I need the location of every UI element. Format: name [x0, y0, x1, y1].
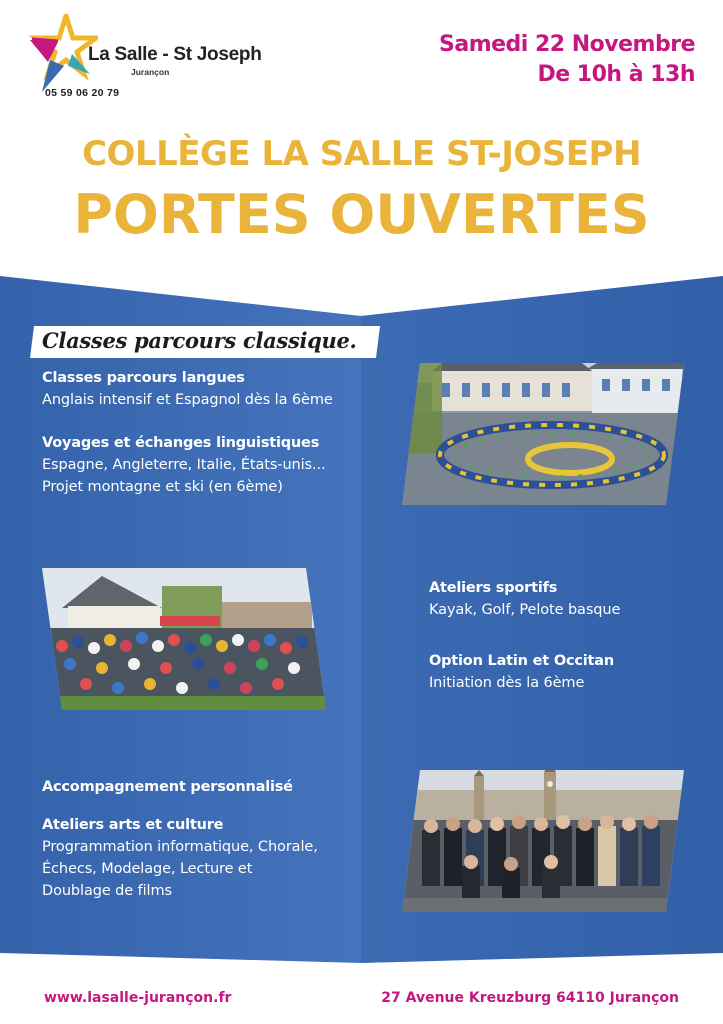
block-line: Programmation informatique, Chorale, [42, 839, 318, 855]
event-datetime [439, 30, 695, 90]
block-langues [42, 367, 333, 411]
footer-website-link[interactable]: www.lasalle-jurançon.fr [44, 990, 232, 1006]
block-heading: Classes parcours langues [42, 370, 245, 386]
event-title: PORTES OUVERTES [73, 183, 650, 246]
block-line: Initiation dès la 6ème [429, 675, 585, 691]
block-line: Projet montagne et ski (en 6ème) [42, 479, 283, 495]
logo-town: Jurançon [131, 67, 170, 77]
school-logo [28, 14, 262, 104]
block-latin [429, 650, 614, 694]
block-arts [42, 814, 318, 902]
photo-students-london [402, 770, 684, 912]
block-accompagnement [42, 776, 293, 798]
block-heading: Option Latin et Occitan [429, 653, 614, 669]
block-line: Espagne, Angleterre, Italie, États-unis... [42, 457, 326, 473]
section-tag [30, 326, 380, 358]
block-line: Échecs, Modelage, Lecture et [42, 861, 253, 877]
block-heading: Voyages et échanges linguistiques [42, 435, 320, 451]
block-line: Anglais intensif et Espagnol dès la 6ème [42, 392, 333, 408]
photo-students-circle [402, 363, 684, 505]
block-line: Kayak, Golf, Pelote basque [429, 602, 621, 618]
footer-address: 27 Avenue Kreuzburg 64110 Jurançon [381, 990, 679, 1006]
school-title: COLLÈGE LA SALLE ST-JOSEPH [82, 134, 641, 174]
section-tag-label: Classes parcours classique. [42, 328, 357, 353]
event-date: Samedi 22 Novembre [439, 32, 695, 57]
block-heading: Accompagnement personnalisé [42, 779, 293, 795]
logo-name: La Salle - St Joseph [88, 44, 262, 65]
block-sport [429, 577, 620, 621]
block-heading: Ateliers sportifs [429, 580, 558, 596]
block-voyages [42, 432, 326, 498]
block-heading: Ateliers arts et culture [42, 817, 224, 833]
block-line: Doublage de films [42, 883, 172, 899]
photo-students-group [42, 568, 326, 710]
phone-number: 05 59 06 20 79 [45, 87, 120, 99]
event-time: De 10h à 13h [537, 62, 695, 87]
